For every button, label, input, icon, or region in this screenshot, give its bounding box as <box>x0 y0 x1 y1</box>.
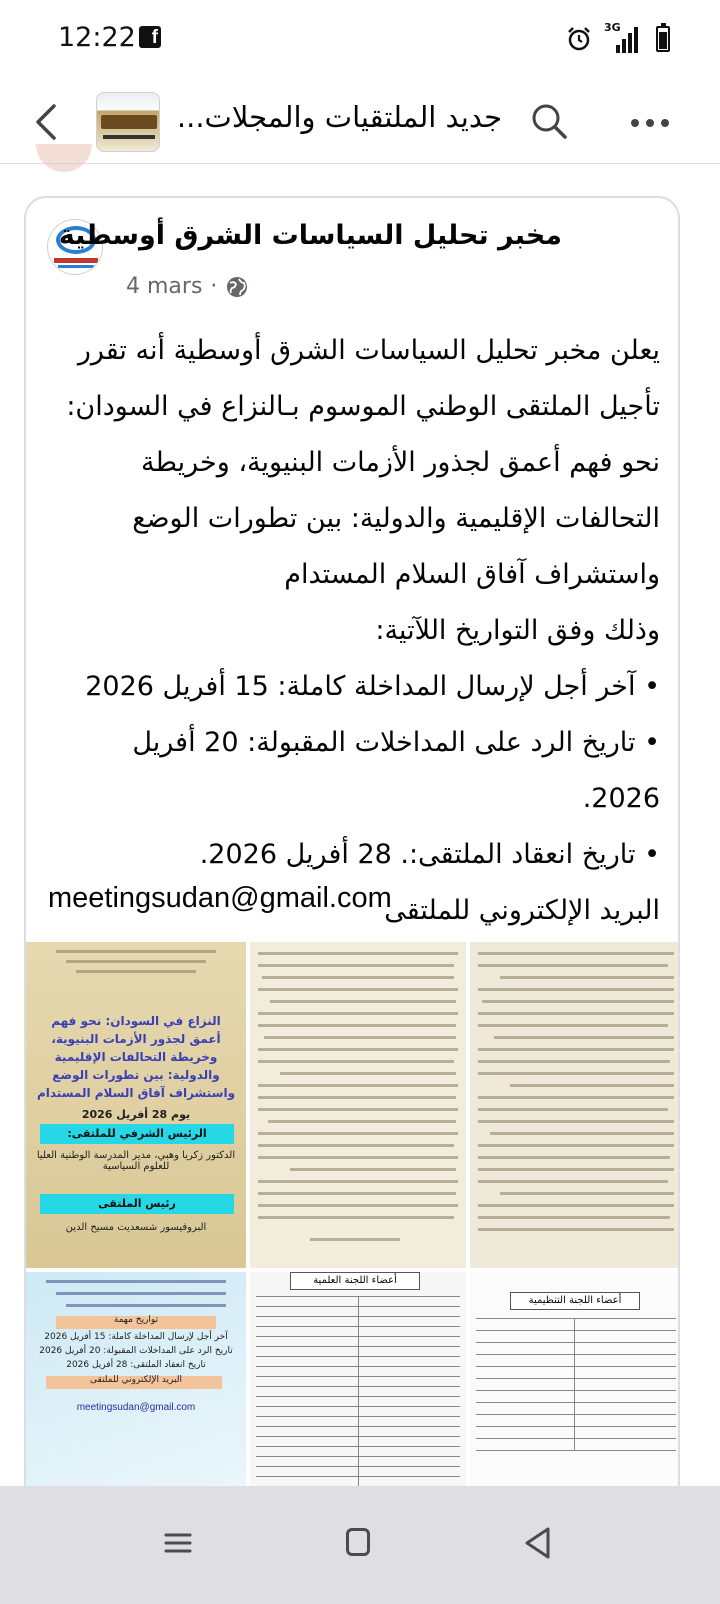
photo-text-page-1[interactable] <box>250 942 466 1268</box>
dates-line-2: تاريخ الرد على المداخلات المقبولة: 20 أفريل 2026 <box>39 1346 233 1356</box>
dates-email-heading: البريد الإلكتروني للملتقى <box>90 1375 182 1385</box>
post-line: التحالفات الإقليمية والدولية: بين تطورات الوضع <box>132 503 660 534</box>
post-line: البريد الإلكتروني للملتقى <box>384 895 660 926</box>
photo-dates-card[interactable] <box>26 1272 246 1486</box>
post-line: نحو فهم أعمق لجذور الأزمات البنيوية، وخريطة <box>141 447 660 478</box>
status-time: 12:22 <box>58 22 136 53</box>
dates-line-1: آخر أجل لإرسال المداخلة كاملة: 15 أفريل 2026 <box>44 1332 228 1342</box>
meta-separator: · <box>210 274 218 299</box>
battery-icon <box>656 26 670 52</box>
group-title[interactable]: جديد الملتقيات والمجلات... <box>176 100 502 134</box>
post-line: وذلك وفق التواريخ اللآتية: <box>375 615 660 646</box>
poster-title: النزاع في السودان: نحو فهم أعمق لجذور الأزمات البنيوية، وخريطة التحالفات الإقليمية والدولية: بين تطورات الوضع واستشراف آفاق السلام المستدام <box>36 1014 236 1100</box>
post-body <box>50 323 660 939</box>
system-nav-bar <box>0 1486 720 1604</box>
network-type: 3G <box>604 21 621 34</box>
group-thumbnail[interactable] <box>96 92 160 152</box>
post-line: يعلن مخبر تحليل السياسات الشرق أوسطية أنه تقرر <box>77 335 660 366</box>
post-line: واستشراف آفاق السلام المستدام <box>284 559 660 590</box>
home-icon[interactable] <box>346 1528 370 1556</box>
signal-icon <box>604 21 644 53</box>
status-bar <box>0 0 720 78</box>
photo-poster[interactable] <box>26 942 246 1268</box>
post-email-link[interactable]: meetingsudan@gmail.com <box>48 882 392 914</box>
poster-date: يوم 28 أفريل 2026 <box>81 1108 191 1121</box>
more-icon[interactable] <box>630 118 670 128</box>
post-date[interactable]: 4 mars <box>126 274 203 299</box>
dates-heading: تواريخ مهمة <box>113 1315 159 1325</box>
photo-committee-table[interactable] <box>250 1272 466 1486</box>
poster-box-honorary: الرئيس الشرفي للملتقى: <box>40 1124 234 1144</box>
globe-icon <box>225 275 249 299</box>
committee-heading: أعضاء اللجنة العلمية <box>290 1272 420 1290</box>
post-card <box>24 196 680 1486</box>
previous-post-avatar <box>36 144 92 172</box>
post-line: • آخر أجل لإرسال المداخلة كاملة: 15 أفريل 2026 <box>85 671 660 702</box>
dates-email: meetingsudan@gmail.com <box>76 1402 196 1413</box>
group-header <box>0 80 720 164</box>
photo-text-page-2[interactable] <box>470 942 680 1268</box>
poster-box-chair: رئيس الملتقى <box>40 1194 234 1214</box>
poster-honorary-name: الدكتور زكريا وهبي، مدير المدرسة الوطنية العليا للعلوم السياسية <box>36 1150 236 1172</box>
search-icon[interactable] <box>530 102 568 140</box>
photo-organizing-table[interactable] <box>470 1272 680 1486</box>
back-icon[interactable] <box>522 1526 554 1560</box>
poster-chair-name: البروفيسور شسعديت مسيح الدين <box>65 1222 207 1233</box>
post-author[interactable]: مخبر تحليل السياسات الشرق أوسطية <box>58 220 562 251</box>
facebook-icon: f <box>139 26 161 48</box>
dates-line-3: تاريخ انعقاد الملتقى: 28 أفريل 2026 <box>66 1360 206 1370</box>
organizing-heading: أعضاء اللجنة التنظيمية <box>510 1292 640 1310</box>
post-line: • تاريخ الرد على المداخلات المقبولة: 20 أفريل 2026. <box>132 727 660 814</box>
status-icons <box>566 21 670 54</box>
post-line: تأجيل الملتقى الوطني الموسوم بـالنزاع في السودان: <box>66 391 660 422</box>
back-arrow-icon[interactable] <box>30 102 66 142</box>
recents-icon[interactable] <box>164 1532 192 1554</box>
alarm-icon <box>566 26 592 52</box>
post-meta <box>126 274 249 299</box>
post-line: • تاريخ انعقاد الملتقى:. 28 أفريل 2026. <box>199 839 660 870</box>
